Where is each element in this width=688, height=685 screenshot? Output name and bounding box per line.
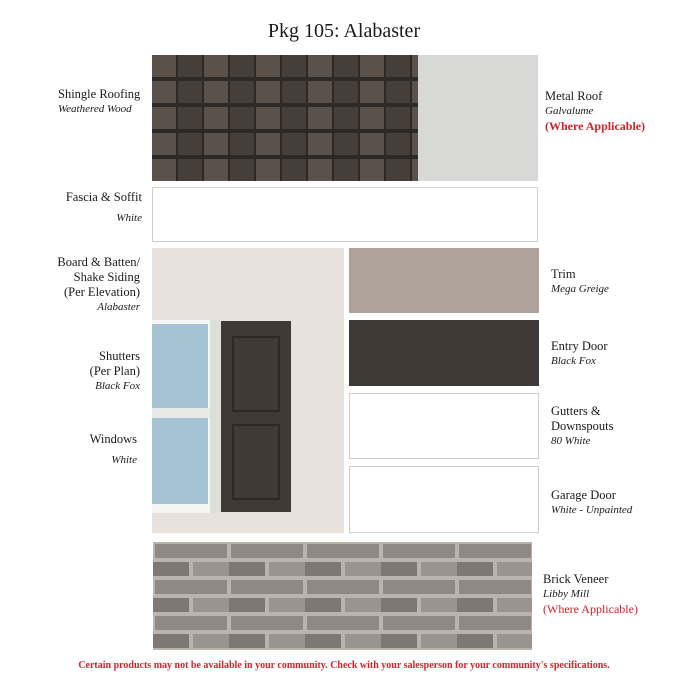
entry-door-name: Entry Door [551,339,608,353]
metal-roof-swatch [418,55,538,181]
gutters-swatch [349,393,539,459]
fascia-label [30,190,142,226]
brick-note: (Where Applicable) [543,602,638,616]
entry-door-value: Black Fox [551,355,596,367]
garage-door-label [551,488,632,518]
siding-label [20,255,140,315]
siding-line2: Shake Siding [73,270,140,284]
entry-door-label [551,339,608,369]
shutters-label [30,349,140,394]
shutters-line1: Shutters [99,349,140,363]
fascia-name: Fascia & Soffit [65,190,142,204]
footer-disclaimer: Certain products may not be available in your community. Check with your salesperson for your community's specifications. [78,660,610,671]
windows-value: White [111,454,137,466]
window-illustration [152,320,220,513]
shutter-illustration [221,321,291,512]
page-title: Pkg 105: Alabaster [267,20,421,42]
trim-value: Mega Greige [551,283,609,295]
trim-name: Trim [551,267,576,281]
shutters-value: Black Fox [95,380,140,392]
windows-name: Windows [89,432,137,446]
gutters-line2: Downspouts [551,419,614,433]
garage-door-value: White - Unpainted [551,504,633,516]
shingle-swatch [152,55,418,181]
trim-label [551,267,609,297]
metal-roof-value: Galvalume [545,105,594,117]
entry-door-swatch [349,320,539,386]
brick-label [543,572,638,617]
trim-swatch [349,248,539,313]
siding-line3: (Per Elevation) [63,285,140,299]
windows-label [30,432,137,468]
gutters-label [551,404,614,449]
brick-value: Libby Mill [543,588,590,600]
metal-roof-label [545,89,645,134]
siding-line1: Board & Batten/ [57,255,140,269]
brick-name: Brick Veneer [543,572,609,586]
metal-roof-name: Metal Roof [545,89,603,103]
shingle-value: Weathered Wood [58,103,132,115]
gutters-value: 80 White [551,435,591,447]
brick-swatch [153,542,532,650]
garage-door-name: Garage Door [551,488,616,502]
garage-door-swatch [349,466,539,533]
metal-roof-note: (Where Applicable) [545,119,646,133]
fascia-swatch [152,187,538,242]
shingle-name: Shingle Roofing [58,87,141,101]
shutters-line2: (Per Plan) [89,364,140,378]
siding-value: Alabaster [97,301,140,313]
shingle-label [58,87,140,117]
fascia-value: White [116,212,142,224]
gutters-line1: Gutters & [551,404,601,418]
